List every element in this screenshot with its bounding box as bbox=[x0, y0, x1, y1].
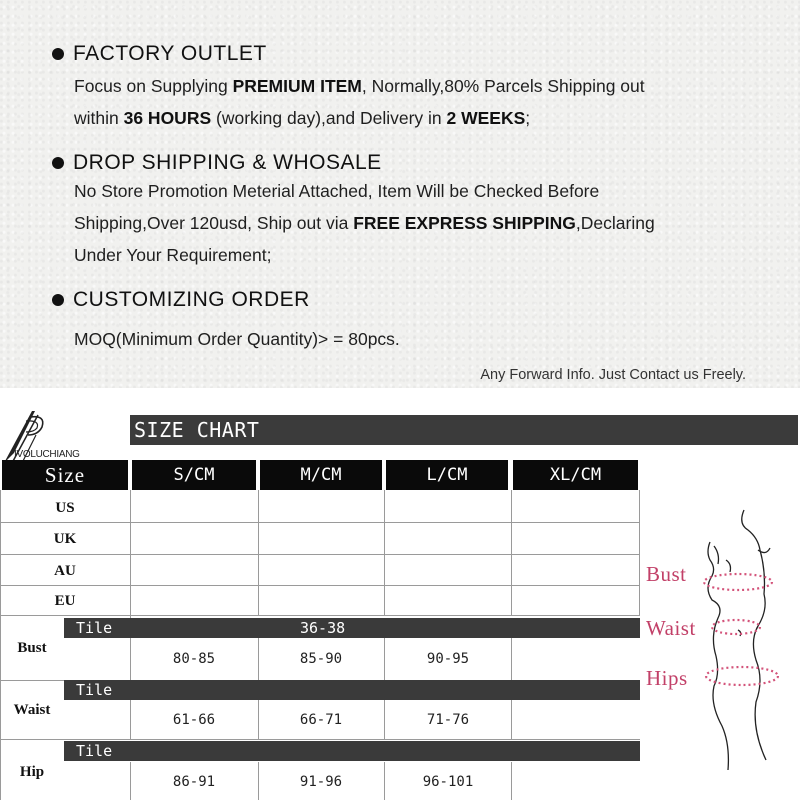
text-span: , Normally,80% Parcels Shipping out bbox=[361, 76, 645, 96]
notice-panel bbox=[0, 0, 800, 388]
grid-line bbox=[258, 490, 259, 615]
bust-tile-bar bbox=[64, 618, 640, 638]
text-span: ; bbox=[525, 108, 531, 128]
bold-text: 2 WEEKS bbox=[446, 108, 526, 128]
bold-text: PREMIUM ITEM bbox=[232, 76, 362, 96]
hip-tile-bar bbox=[64, 741, 640, 761]
text-line bbox=[74, 207, 655, 239]
grid-line bbox=[511, 762, 512, 800]
waist-tile-bar bbox=[64, 680, 640, 700]
brand-name: IVOLUCHIANG bbox=[14, 449, 80, 460]
grid-line bbox=[130, 490, 131, 624]
text-line bbox=[74, 102, 645, 134]
row-label-uk: UK bbox=[53, 530, 77, 547]
customizing-order-text bbox=[74, 323, 400, 355]
text-span: No Store Promotion Meterial Attached, Item Will be Checked Before bbox=[74, 181, 600, 201]
drop-shipping-text bbox=[74, 175, 655, 271]
column-header-s: S/CM bbox=[132, 460, 256, 490]
text-line bbox=[74, 323, 400, 355]
figure-label-waist: Waist bbox=[646, 616, 696, 640]
row-label-bust: Bust bbox=[17, 639, 47, 656]
bust-value-m: 85-90 bbox=[299, 651, 343, 667]
hip-value-m: 91-96 bbox=[299, 774, 343, 790]
section-title-drop-shipping: DROP SHIPPING & WHOSALE bbox=[52, 151, 382, 175]
row-label-us: US bbox=[55, 499, 75, 516]
grid-line bbox=[0, 585, 640, 586]
bust-value-s: 80-85 bbox=[172, 651, 216, 667]
text-span: Focus on Supplying bbox=[74, 76, 233, 96]
waist-value-l: 71-76 bbox=[426, 712, 470, 728]
bullet-icon bbox=[52, 48, 64, 60]
figure-label-bust: Bust bbox=[646, 562, 687, 586]
grid-line bbox=[0, 615, 640, 616]
size-chart-title: SIZE CHART bbox=[130, 415, 798, 445]
row-label-au: AU bbox=[54, 562, 76, 579]
bold-text: FREE EXPRESS SHIPPING bbox=[353, 213, 576, 233]
size-column-header: Size bbox=[2, 460, 128, 490]
hip-value-s: 86-91 bbox=[172, 774, 216, 790]
bullet-icon bbox=[52, 294, 64, 306]
grid-line bbox=[384, 490, 385, 615]
text-span: Under Your Requirement; bbox=[74, 245, 272, 265]
section-title-customizing-order: CUSTOMIZING ORDER bbox=[52, 288, 310, 312]
text-span: Shipping,Over 120usd, Ship out via bbox=[74, 213, 354, 233]
grid-line bbox=[0, 739, 640, 740]
text-span: within bbox=[74, 108, 124, 128]
grid-line bbox=[511, 699, 512, 739]
contact-note: Any Forward Info. Just Contact us Freely. bbox=[480, 367, 746, 383]
body-measurement-figure bbox=[640, 490, 800, 800]
row-label-eu: EU bbox=[54, 592, 76, 609]
tile-range: 36-38 bbox=[300, 619, 346, 637]
column-header-m: M/CM bbox=[260, 460, 382, 490]
hip-value-l: 96-101 bbox=[422, 774, 474, 790]
tile-label: Tile bbox=[76, 619, 113, 637]
body-silhouette-icon bbox=[640, 490, 800, 800]
section-title-factory-outlet: FACTORY OUTLET bbox=[52, 42, 267, 66]
grid-line bbox=[511, 638, 512, 680]
factory-outlet-text bbox=[74, 70, 645, 134]
text-line bbox=[74, 239, 655, 271]
waist-value-s: 61-66 bbox=[172, 712, 216, 728]
row-label-waist: Waist bbox=[13, 701, 51, 718]
column-header-l: L/CM bbox=[386, 460, 508, 490]
bust-value-l: 90-95 bbox=[426, 651, 470, 667]
row-label-hip: Hip bbox=[19, 763, 45, 780]
tile-label: Tile bbox=[76, 681, 113, 699]
grid-line bbox=[511, 490, 512, 615]
grid-line bbox=[0, 522, 640, 523]
size-table bbox=[0, 490, 640, 800]
bullet-icon bbox=[52, 157, 64, 169]
grid-line bbox=[0, 554, 640, 555]
text-line bbox=[74, 175, 655, 207]
text-span: (working day),and Delivery in bbox=[211, 108, 447, 128]
column-header-xl: XL/CM bbox=[513, 460, 638, 490]
tile-label: Tile bbox=[76, 742, 113, 760]
text-span: MOQ(Minimum Order Quantity)> = 80pcs. bbox=[74, 329, 400, 349]
bold-text: 36 HOURS bbox=[123, 108, 212, 128]
text-span: ,Declaring bbox=[575, 213, 655, 233]
waist-value-m: 66-71 bbox=[299, 712, 343, 728]
figure-label-hips: Hips bbox=[646, 666, 688, 690]
text-line bbox=[74, 70, 645, 102]
